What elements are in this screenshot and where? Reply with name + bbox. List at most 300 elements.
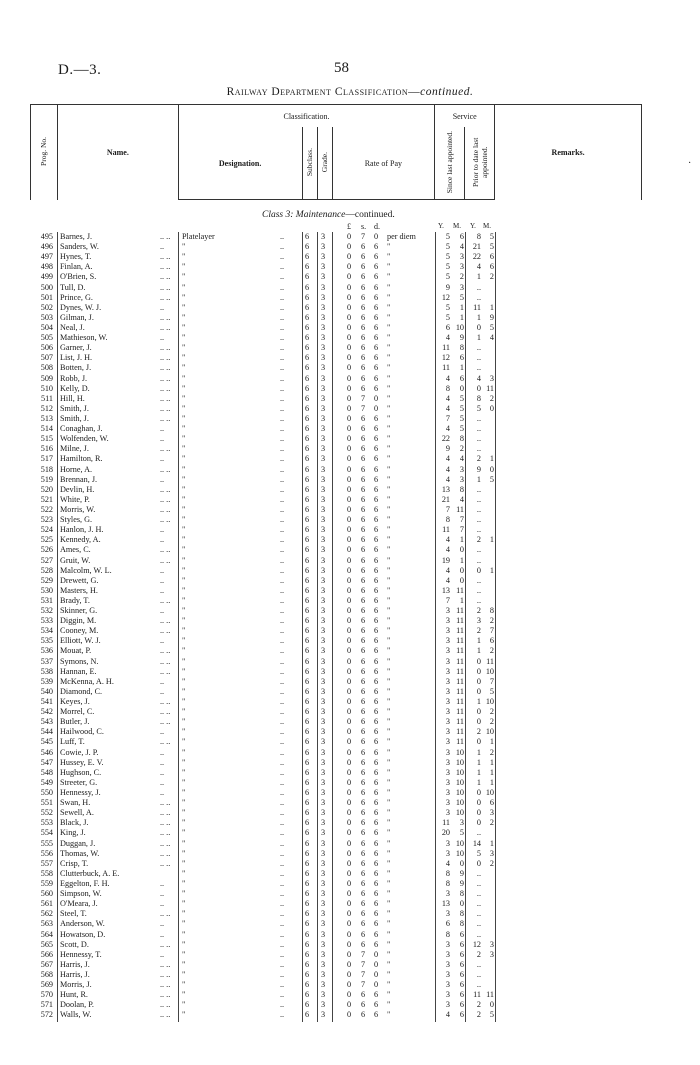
cell-s: 6 bbox=[361, 686, 366, 696]
cell-per: " bbox=[387, 939, 391, 949]
cell-l: 0 bbox=[347, 929, 352, 939]
cell-gr: 3 bbox=[321, 767, 326, 777]
cell-name: Clutterbuck, A. E. bbox=[60, 868, 120, 878]
cell-s: 6 bbox=[361, 292, 366, 302]
cell-no: 504 bbox=[40, 322, 53, 332]
cell-sy: 4 bbox=[445, 575, 450, 585]
cell-no: 553 bbox=[40, 818, 53, 828]
cell-no: 571 bbox=[40, 1000, 53, 1010]
cell-sm: 6 bbox=[459, 232, 464, 241]
cell-no: 535 bbox=[40, 636, 53, 646]
cell-no: 561 bbox=[40, 899, 53, 909]
cell-name: Hennessy, T. bbox=[60, 949, 102, 959]
cell-gr: 3 bbox=[321, 515, 326, 525]
cell-s: 6 bbox=[361, 363, 366, 373]
cell-dd: .. bbox=[280, 272, 285, 282]
cell-d: 6 bbox=[374, 434, 379, 444]
cell-dots: .. .. bbox=[160, 990, 171, 1000]
cell-dots: .. bbox=[160, 899, 165, 909]
cell-sy: 3 bbox=[445, 686, 450, 696]
cell-py: .. bbox=[476, 282, 481, 292]
cell-sy: 4 bbox=[445, 858, 450, 868]
table-row bbox=[0, 596, 700, 606]
cell-l: 0 bbox=[347, 666, 352, 676]
cell-name: Horne, A. bbox=[60, 464, 93, 474]
cell-no: 530 bbox=[40, 585, 53, 595]
cell-no: 544 bbox=[40, 727, 53, 737]
cell-gr: 3 bbox=[321, 484, 326, 494]
cell-d: 6 bbox=[374, 363, 379, 373]
table-row bbox=[0, 566, 700, 576]
cell-d: 6 bbox=[374, 595, 379, 605]
cell-gr: 3 bbox=[321, 828, 326, 838]
cell-s: 6 bbox=[361, 616, 366, 626]
cell-s: 6 bbox=[361, 808, 366, 818]
cell-no: 533 bbox=[40, 616, 53, 626]
cell-name: Skinner, G. bbox=[60, 606, 98, 616]
cell-d: 6 bbox=[374, 555, 379, 565]
cell-s: 6 bbox=[361, 656, 366, 666]
cell-dd: .. bbox=[280, 858, 285, 868]
cell-dd: .. bbox=[280, 666, 285, 676]
cell-py: 11 bbox=[473, 302, 481, 312]
cell-d: 6 bbox=[374, 828, 379, 838]
cell-name: Conaghan, J. bbox=[60, 424, 103, 434]
cell-sy: 8 bbox=[445, 868, 450, 878]
cell-gr: 3 bbox=[321, 949, 326, 959]
cell-gr: 3 bbox=[321, 1000, 326, 1010]
cell-dots: .. .. bbox=[160, 707, 171, 717]
table-row bbox=[0, 980, 700, 990]
cell-no: 512 bbox=[40, 403, 53, 413]
cell-py: .. bbox=[476, 504, 481, 514]
cell-py: 1 bbox=[476, 636, 481, 646]
cell-l: 0 bbox=[347, 444, 352, 454]
cell-name: Hussey, E. V. bbox=[60, 757, 104, 767]
cell-name: Swan, H. bbox=[60, 798, 91, 808]
cell-sub: 6 bbox=[305, 727, 310, 737]
cell-sub: 6 bbox=[305, 828, 310, 838]
cell-py: .. bbox=[476, 444, 481, 454]
cell-gr: 3 bbox=[321, 322, 326, 332]
cell-sy: 4 bbox=[445, 403, 450, 413]
cell-no: 554 bbox=[40, 828, 53, 838]
cell-s: 6 bbox=[361, 818, 366, 828]
cell-desig: " bbox=[182, 868, 186, 878]
cell-s: 7 bbox=[361, 949, 366, 959]
table-row bbox=[0, 576, 700, 586]
cell-name: Dynes, W. J. bbox=[60, 302, 102, 312]
cell-l: 0 bbox=[347, 545, 352, 555]
cell-dots: .. .. bbox=[160, 828, 171, 838]
cell-per: " bbox=[387, 636, 391, 646]
cell-dots: .. bbox=[160, 919, 165, 929]
cell-gr: 3 bbox=[321, 494, 326, 504]
cell-pm: 1 bbox=[489, 767, 494, 777]
cell-desig: " bbox=[182, 848, 186, 858]
cell-l: 0 bbox=[347, 383, 352, 393]
cell-sub: 6 bbox=[305, 848, 310, 858]
cell-name: Prince, G. bbox=[60, 292, 93, 302]
cell-gr: 3 bbox=[321, 252, 326, 262]
cell-desig: " bbox=[182, 565, 186, 575]
cell-desig: " bbox=[182, 515, 186, 525]
cell-py: 2 bbox=[476, 454, 481, 464]
cell-d: 6 bbox=[374, 565, 379, 575]
cell-l: 0 bbox=[347, 252, 352, 262]
cell-desig: " bbox=[182, 595, 186, 605]
cell-per: " bbox=[387, 919, 391, 929]
cell-sy: 5 bbox=[445, 302, 450, 312]
cell-sy: 5 bbox=[445, 252, 450, 262]
cell-sub: 6 bbox=[305, 697, 310, 707]
cell-d: 6 bbox=[374, 515, 379, 525]
cell-no: 509 bbox=[40, 373, 53, 383]
cell-sm: 3 bbox=[459, 282, 464, 292]
cell-dd: .. bbox=[280, 828, 285, 838]
cell-sm: 11 bbox=[456, 606, 464, 616]
cell-sm: 3 bbox=[459, 474, 464, 484]
cell-d: 0 bbox=[374, 403, 379, 413]
cell-s: 6 bbox=[361, 504, 366, 514]
cell-s: 6 bbox=[361, 262, 366, 272]
cell-d: 6 bbox=[374, 262, 379, 272]
cell-py: .. bbox=[476, 919, 481, 929]
cell-sy: 7 bbox=[445, 413, 450, 423]
cell-sub: 6 bbox=[305, 889, 310, 899]
cell-py: 0 bbox=[476, 322, 481, 332]
cell-name: Smith, J. bbox=[60, 413, 89, 423]
cell-l: 0 bbox=[347, 454, 352, 464]
cell-sub: 6 bbox=[305, 868, 310, 878]
cell-pm: 2 bbox=[489, 707, 494, 717]
cell-desig: " bbox=[182, 1010, 186, 1020]
table-row bbox=[0, 808, 700, 818]
cell-d: 6 bbox=[374, 484, 379, 494]
cell-gr: 3 bbox=[321, 525, 326, 535]
cell-dots: .. bbox=[160, 302, 165, 312]
cell-desig: " bbox=[182, 828, 186, 838]
cell-gr: 3 bbox=[321, 818, 326, 828]
cell-gr: 3 bbox=[321, 262, 326, 272]
cell-name: Gruit, W. bbox=[60, 555, 91, 565]
cell-sy: 5 bbox=[445, 312, 450, 322]
cell-per: " bbox=[387, 595, 391, 605]
cell-py: 0 bbox=[476, 383, 481, 393]
cell-sy: 3 bbox=[445, 939, 450, 949]
cell-gr: 3 bbox=[321, 272, 326, 282]
cell-name: Milne, J. bbox=[60, 444, 89, 454]
cell-sy: 3 bbox=[445, 1000, 450, 1010]
cell-d: 6 bbox=[374, 1000, 379, 1010]
cell-d: 6 bbox=[374, 798, 379, 808]
cell-sm: 10 bbox=[455, 757, 464, 767]
cell-py: .. bbox=[476, 292, 481, 302]
cell-per: " bbox=[387, 879, 391, 888]
table-row bbox=[0, 748, 700, 758]
cell-sub: 6 bbox=[305, 616, 310, 626]
col-designation: Designation. bbox=[178, 127, 302, 200]
cell-gr: 3 bbox=[321, 788, 326, 798]
cell-sy: 4 bbox=[445, 424, 450, 434]
cell-py: 4 bbox=[476, 373, 481, 383]
cell-no: 568 bbox=[40, 969, 53, 979]
cell-dots: .. .. bbox=[160, 464, 171, 474]
table-row bbox=[0, 232, 700, 242]
cell-dd: .. bbox=[280, 565, 285, 575]
table-row bbox=[0, 879, 700, 889]
cell-desig: " bbox=[182, 585, 186, 595]
cell-sub: 6 bbox=[305, 737, 310, 747]
cell-dd: .. bbox=[280, 757, 285, 767]
cell-sy: 4 bbox=[445, 454, 450, 464]
cell-per: " bbox=[387, 828, 391, 838]
table-row bbox=[0, 737, 700, 747]
cell-sm: 11 bbox=[456, 626, 464, 636]
cell-gr: 3 bbox=[321, 686, 326, 696]
cell-per: " bbox=[387, 434, 391, 444]
cell-dots: .. .. bbox=[160, 545, 171, 555]
cell-pm: 0 bbox=[489, 1000, 494, 1010]
cell-sub: 6 bbox=[305, 292, 310, 302]
table-row bbox=[0, 636, 700, 646]
unit-shillings: s. bbox=[361, 222, 367, 231]
cell-l: 0 bbox=[347, 484, 352, 494]
cell-py: 0 bbox=[476, 808, 481, 818]
table-row bbox=[0, 606, 700, 616]
cell-sm: 11 bbox=[456, 727, 464, 737]
cell-dots: .. .. bbox=[160, 504, 171, 514]
cell-sub: 6 bbox=[305, 252, 310, 262]
cell-py: 1 bbox=[476, 646, 481, 656]
cell-sm: 5 bbox=[459, 292, 464, 302]
cell-dd: .. bbox=[280, 454, 285, 464]
table-row bbox=[0, 919, 700, 929]
cell-per: " bbox=[387, 788, 391, 798]
cell-sy: 3 bbox=[445, 636, 450, 646]
cell-per: " bbox=[387, 899, 391, 909]
cell-name: Hamilton, R. bbox=[60, 454, 103, 464]
cell-d: 6 bbox=[374, 312, 379, 322]
cell-per: " bbox=[387, 606, 391, 616]
cell-l: 0 bbox=[347, 292, 352, 302]
cell-dots: .. bbox=[160, 879, 165, 888]
cell-dd: .. bbox=[280, 312, 285, 322]
cell-l: 0 bbox=[347, 686, 352, 696]
cell-desig: " bbox=[182, 262, 186, 272]
cell-sy: 3 bbox=[445, 727, 450, 737]
cell-py: 2 bbox=[476, 727, 481, 737]
table-row bbox=[0, 323, 700, 333]
cell-d: 6 bbox=[374, 919, 379, 929]
cell-dots: .. .. bbox=[160, 1010, 171, 1020]
cell-sub: 6 bbox=[305, 373, 310, 383]
cell-name: Diamond, C. bbox=[60, 686, 103, 696]
cell-gr: 3 bbox=[321, 777, 326, 787]
cell-desig: " bbox=[182, 777, 186, 787]
cell-desig: " bbox=[182, 616, 186, 626]
cell-name: Scott, D. bbox=[60, 939, 89, 949]
cell-d: 6 bbox=[374, 575, 379, 585]
table-body bbox=[0, 232, 700, 1021]
cell-py: 0 bbox=[476, 656, 481, 666]
cell-per: " bbox=[387, 353, 391, 363]
cell-s: 6 bbox=[361, 717, 366, 727]
table-row bbox=[0, 313, 700, 323]
cell-dots: .. bbox=[160, 757, 165, 767]
cell-dots: .. .. bbox=[160, 858, 171, 868]
cell-d: 6 bbox=[374, 494, 379, 504]
cell-gr: 3 bbox=[321, 575, 326, 585]
cell-dd: .. bbox=[280, 980, 285, 990]
cell-no: 564 bbox=[40, 929, 53, 939]
cell-sub: 6 bbox=[305, 949, 310, 959]
cell-sy: 19 bbox=[441, 555, 450, 565]
cell-d: 6 bbox=[374, 474, 379, 484]
cell-d: 6 bbox=[374, 899, 379, 909]
cell-sub: 6 bbox=[305, 333, 310, 343]
cell-sm: 11 bbox=[456, 697, 464, 707]
cell-dd: .. bbox=[280, 474, 285, 484]
cell-sm: 5 bbox=[459, 424, 464, 434]
cell-s: 6 bbox=[361, 757, 366, 767]
cell-name: Wolfenden, W. bbox=[60, 434, 109, 444]
cell-pm: 6 bbox=[489, 252, 494, 262]
cell-s: 6 bbox=[361, 242, 366, 252]
cell-sm: 6 bbox=[459, 1010, 464, 1020]
cell-l: 0 bbox=[347, 525, 352, 535]
cell-sub: 6 bbox=[305, 646, 310, 656]
cell-dd: .. bbox=[280, 646, 285, 656]
cell-l: 0 bbox=[347, 1000, 352, 1010]
cell-s: 6 bbox=[361, 413, 366, 423]
cell-desig: " bbox=[182, 484, 186, 494]
cell-desig: " bbox=[182, 444, 186, 454]
cell-pm: 5 bbox=[489, 686, 494, 696]
cell-gr: 3 bbox=[321, 969, 326, 979]
cell-name: Luff, T. bbox=[60, 737, 85, 747]
cell-desig: " bbox=[182, 464, 186, 474]
cell-gr: 3 bbox=[321, 717, 326, 727]
cell-name: Elliott, W. J. bbox=[60, 636, 101, 646]
cell-name: Eggelton, F. H. bbox=[60, 879, 110, 888]
cell-name: Brennan, J. bbox=[60, 474, 98, 484]
cell-no: 515 bbox=[40, 434, 53, 444]
cell-sy: 3 bbox=[445, 697, 450, 707]
cell-d: 0 bbox=[374, 980, 379, 990]
cell-sub: 6 bbox=[305, 343, 310, 353]
cell-sub: 6 bbox=[305, 525, 310, 535]
cell-dots: .. bbox=[160, 525, 165, 535]
cell-sy: 3 bbox=[445, 798, 450, 808]
cell-s: 6 bbox=[361, 929, 366, 939]
cell-gr: 3 bbox=[321, 990, 326, 1000]
cell-py: .. bbox=[476, 343, 481, 353]
cell-sm: 4 bbox=[459, 454, 464, 464]
cell-pm: 0 bbox=[489, 403, 494, 413]
cell-s: 6 bbox=[361, 464, 366, 474]
cell-desig: " bbox=[182, 272, 186, 282]
cell-desig: " bbox=[182, 292, 186, 302]
cell-sm: 10 bbox=[455, 808, 464, 818]
cell-s: 7 bbox=[361, 959, 366, 969]
cell-l: 0 bbox=[347, 798, 352, 808]
cell-name: Barnes, J. bbox=[60, 232, 93, 241]
table-row bbox=[0, 798, 700, 808]
table-row bbox=[0, 950, 700, 960]
cell-d: 6 bbox=[374, 272, 379, 282]
cell-py: 1 bbox=[476, 474, 481, 484]
cell-name: Smith, J. bbox=[60, 403, 89, 413]
cell-dots: .. bbox=[160, 242, 165, 252]
cell-per: " bbox=[387, 383, 391, 393]
cell-py: 21 bbox=[472, 242, 481, 252]
cell-dots: .. .. bbox=[160, 808, 171, 818]
cell-d: 6 bbox=[374, 697, 379, 707]
cell-no: 524 bbox=[40, 525, 53, 535]
cell-sub: 6 bbox=[305, 1000, 310, 1010]
cell-dd: .. bbox=[280, 322, 285, 332]
cell-py: .. bbox=[476, 413, 481, 423]
cell-sub: 6 bbox=[305, 302, 310, 312]
table-row bbox=[0, 687, 700, 697]
cell-per: " bbox=[387, 585, 391, 595]
cell-gr: 3 bbox=[321, 939, 326, 949]
cell-pm: 3 bbox=[489, 848, 494, 858]
cell-gr: 3 bbox=[321, 363, 326, 373]
cell-sm: 9 bbox=[459, 868, 464, 878]
cell-dd: .. bbox=[280, 434, 285, 444]
cell-sm: 8 bbox=[459, 484, 464, 494]
cell-sm: 8 bbox=[459, 889, 464, 899]
cell-sm: 6 bbox=[459, 373, 464, 383]
cell-dd: .. bbox=[280, 333, 285, 343]
cell-l: 0 bbox=[347, 737, 352, 747]
cell-d: 6 bbox=[374, 767, 379, 777]
cell-dd: .. bbox=[280, 818, 285, 828]
cell-name: Hailwood, C. bbox=[60, 727, 104, 737]
cell-s: 6 bbox=[361, 798, 366, 808]
cell-desig: " bbox=[182, 949, 186, 959]
cell-pm: 7 bbox=[489, 626, 494, 636]
cell-sub: 6 bbox=[305, 858, 310, 868]
cell-pm: 0 bbox=[489, 464, 494, 474]
cell-name: Hanlon, J. H. bbox=[60, 525, 104, 535]
cell-s: 6 bbox=[361, 373, 366, 383]
cell-sub: 6 bbox=[305, 353, 310, 363]
cell-no: 555 bbox=[40, 838, 53, 848]
cell-d: 6 bbox=[374, 333, 379, 343]
cell-s: 7 bbox=[361, 232, 366, 241]
table-row bbox=[0, 646, 700, 656]
cell-dd: .. bbox=[280, 838, 285, 848]
cell-no: 529 bbox=[40, 575, 53, 585]
cell-per: " bbox=[387, 403, 391, 413]
table-row bbox=[0, 454, 700, 464]
cell-l: 0 bbox=[347, 697, 352, 707]
cell-s: 7 bbox=[361, 969, 366, 979]
cell-l: 0 bbox=[347, 626, 352, 636]
cell-s: 6 bbox=[361, 626, 366, 636]
cell-d: 0 bbox=[374, 959, 379, 969]
cell-sm: 10 bbox=[455, 322, 464, 332]
cell-desig: " bbox=[182, 424, 186, 434]
cell-dd: .. bbox=[280, 767, 285, 777]
table-row bbox=[0, 727, 700, 737]
cell-gr: 3 bbox=[321, 757, 326, 767]
cell-no: 536 bbox=[40, 646, 53, 656]
cell-dd: .. bbox=[280, 535, 285, 545]
